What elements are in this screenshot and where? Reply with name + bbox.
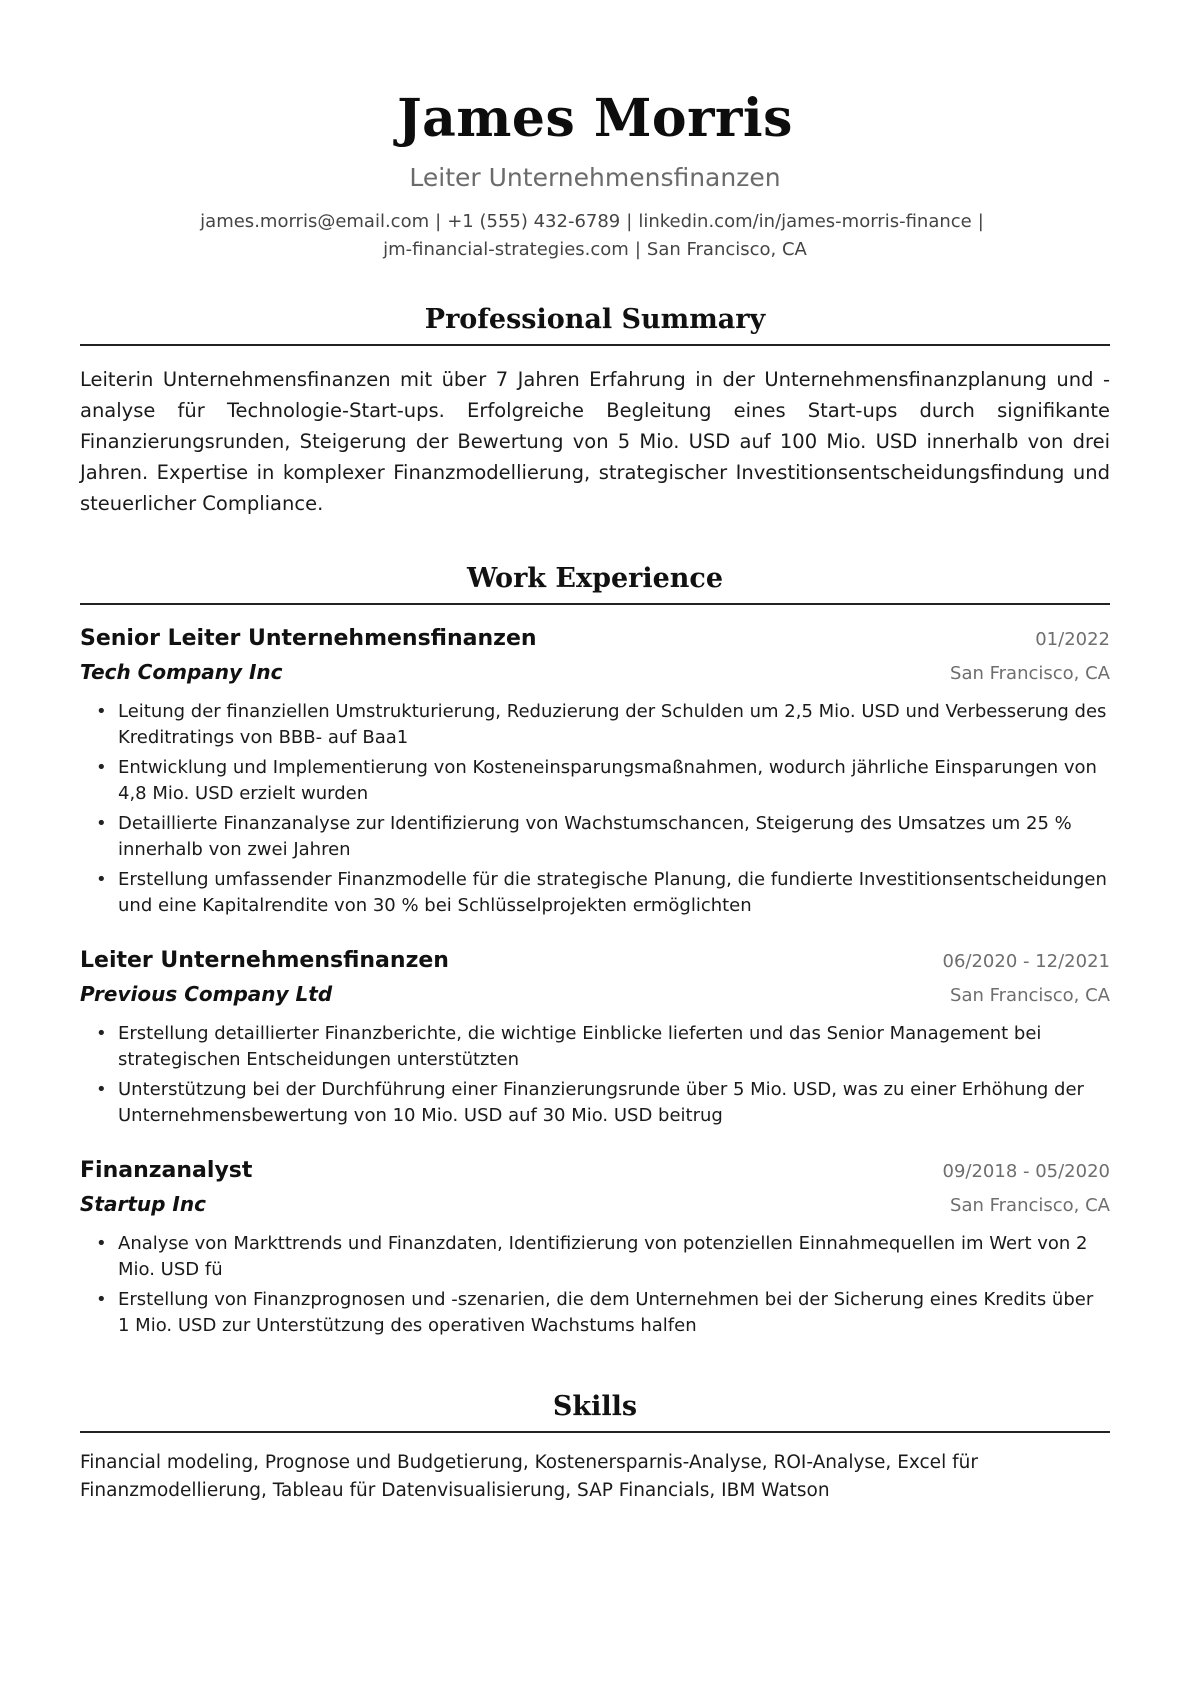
- contact-line-1: [80, 208, 1110, 236]
- contact-location: San Francisco, CA: [646, 239, 807, 260]
- job-entry: [80, 945, 1110, 1129]
- bullet-item: • Entwicklung und Implementierung von Kosteneinsparungsmaßnahmen, wodurch jährliche Einsparungen von 4,8 Mio. USD erzielt wurden: [96, 755, 1110, 807]
- job-company: Tech Company Inc: [80, 660, 283, 684]
- bullet-item: • Unterstützung bei der Durchführung einer Finanzierungsrunde über 5 Mio. USD, was zu einer Erhöhung der Unternehmensbewertung von 10 Mio. USD auf 30 Mio. USD beitrug: [96, 1077, 1110, 1129]
- job-title: Finanzanalyst: [80, 1158, 253, 1183]
- experience-section: [80, 561, 1110, 1339]
- experience-heading: Work Experience: [466, 563, 724, 594]
- job-header-row: [80, 945, 1110, 977]
- job-bullets: [80, 1231, 1110, 1339]
- job-date: 06/2020 - 12/2021: [942, 951, 1110, 972]
- section-divider: [80, 1431, 1110, 1433]
- job-header-row: [80, 1155, 1110, 1187]
- skills-section: [80, 1389, 1110, 1505]
- contact-website[interactable]: jm-financial-strategies.com: [383, 239, 629, 260]
- job-title: Leiter Unternehmensfinanzen: [80, 948, 449, 973]
- skills-text: Financial modeling, Prognose und Budgetierung, Kostenersparnis-Analyse, ROI-Analyse, Excel für Finanzmodellierung, Tableau für Datenvisualisierung, SAP Financials, IBM Watson: [80, 1452, 978, 1501]
- bullet-item: • Erstellung von Finanzprognosen und -szenarien, die dem Unternehmen bei der Sicherung eines Kredits über 1 Mio. USD zur Unterstützung des operativen Wachstums halfen: [96, 1287, 1110, 1339]
- candidate-title: Leiter Unternehmensfinanzen: [409, 163, 781, 192]
- job-location: San Francisco, CA: [950, 663, 1110, 684]
- job-title: Senior Leiter Unternehmensfinanzen: [80, 626, 537, 651]
- job-company-row: [80, 977, 1110, 1011]
- job-location: San Francisco, CA: [950, 985, 1110, 1006]
- resume-header: [80, 0, 1110, 264]
- contact-info: [80, 208, 1110, 264]
- job-company-row: [80, 655, 1110, 689]
- bullet-item: • Erstellung detaillierter Finanzberichte, die wichtige Einblicke lieferten und das Senior Management bei strategischen Entscheidungen unterstützten: [96, 1021, 1110, 1073]
- skills-heading: Skills: [552, 1391, 638, 1422]
- bullet-item: • Leitung der finanziellen Umstrukturierung, Reduzierung der Schulden um 2,5 Mio. USD und Verbesserung des Kreditratings von BBB- auf Baa1: [96, 699, 1110, 751]
- summary-section: [80, 302, 1110, 519]
- job-header-row: [80, 623, 1110, 655]
- contact-line-2: [80, 236, 1110, 264]
- job-location: San Francisco, CA: [950, 1195, 1110, 1216]
- contact-separator: |: [435, 211, 442, 232]
- job-company: Previous Company Ltd: [80, 982, 333, 1006]
- contact-separator: |: [977, 211, 984, 232]
- section-divider: [80, 344, 1110, 346]
- job-bullets: [80, 1021, 1110, 1129]
- job-bullets: [80, 699, 1110, 919]
- contact-phone[interactable]: +1 (555) 432-6789: [447, 211, 621, 232]
- job-date: 09/2018 - 05/2020: [942, 1161, 1110, 1182]
- job-company-row: [80, 1187, 1110, 1221]
- job-company: Startup Inc: [80, 1192, 206, 1216]
- job-date: 01/2022: [1035, 629, 1110, 650]
- section-divider: [80, 603, 1110, 605]
- summary-heading: Professional Summary: [424, 304, 766, 335]
- contact-linkedin[interactable]: linkedin.com/in/james-morris-finance: [638, 211, 972, 232]
- contact-separator: |: [626, 211, 633, 232]
- contact-email[interactable]: james.morris@email.com: [200, 211, 430, 232]
- candidate-name: James Morris: [397, 88, 793, 149]
- summary-text: Leiterin Unternehmensfinanzen mit über 7 Jahren Erfahrung in der Unternehmensfinanzplanung und -analyse für Technologie-Start-ups. Erfolgreiche Begleitung eines Start-ups durch signifikante Finanzierungsrunden, Steigerung der Bewertung von 5 Mio. USD auf 100 Mio. USD innerhalb von drei Jahren. Expertise in komplexer Finanzmodellierung, strategischer Investitionsentscheidungsfindung und steuerlicher Compliance.: [80, 368, 1110, 515]
- job-entry: [80, 623, 1110, 919]
- contact-separator: |: [634, 239, 641, 260]
- bullet-item: • Detaillierte Finanzanalyse zur Identifizierung von Wachstumschancen, Steigerung des Umsatzes um 25 % innerhalb von zwei Jahren: [96, 811, 1110, 863]
- job-entry: [80, 1155, 1110, 1339]
- bullet-item: • Erstellung umfassender Finanzmodelle für die strategische Planung, die fundierte Investitionsentscheidungen und eine Kapitalrendite von 30 % bei Schlüsselprojekten ermöglichten: [96, 867, 1110, 919]
- bullet-item: • Analyse von Markttrends und Finanzdaten, Identifizierung von potenziellen Einnahmequellen im Wert von 2 Mio. USD fü: [96, 1231, 1110, 1283]
